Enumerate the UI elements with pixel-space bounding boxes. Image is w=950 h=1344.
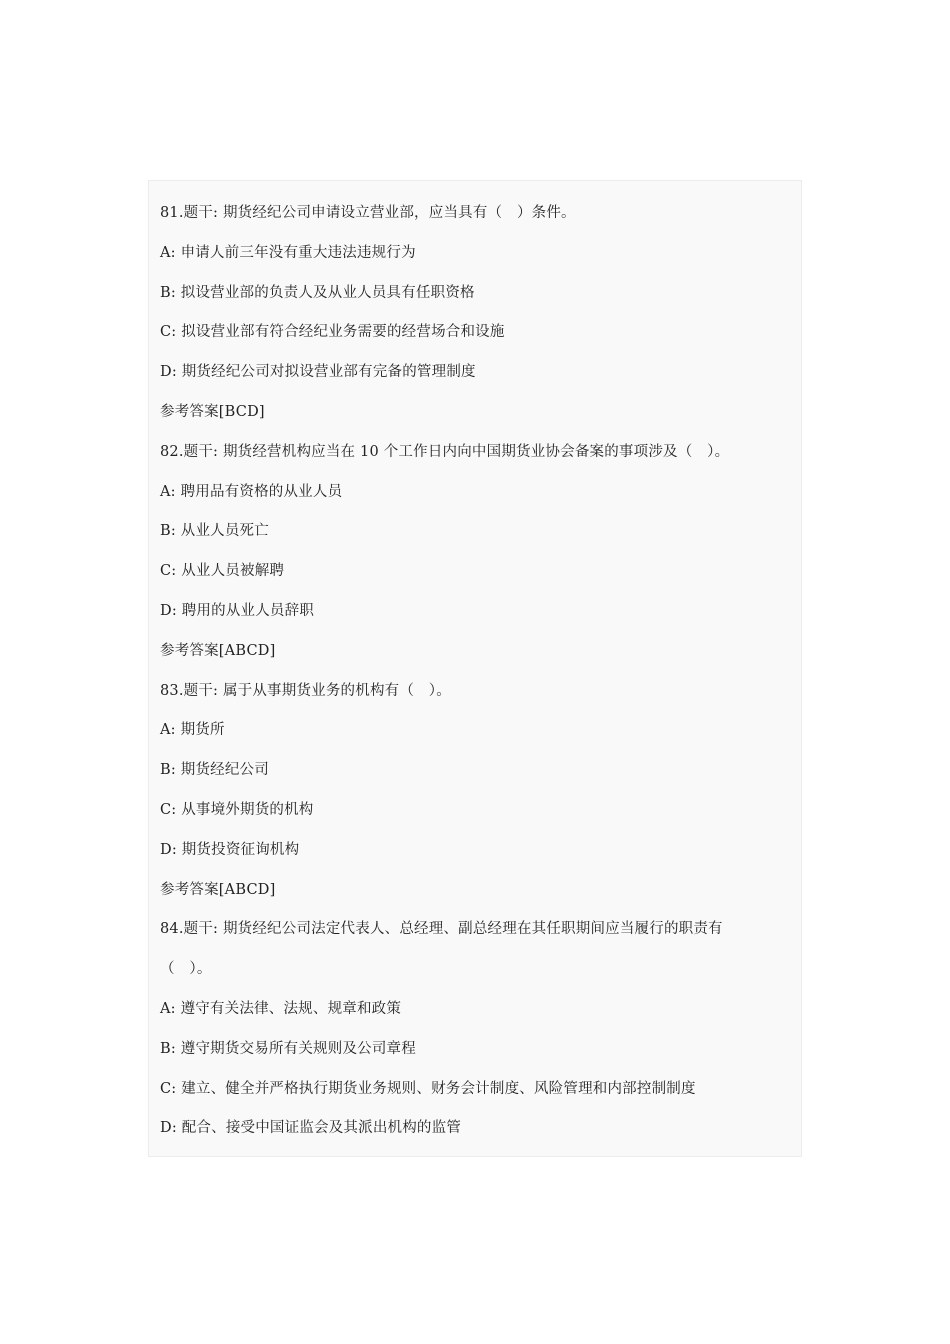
- q84-option-a: A: 遵守有关法律、法规、规章和政策: [160, 1000, 402, 1017]
- q83-answer: 参考答案[ABCD]: [160, 881, 276, 898]
- q81-option-a: A: 申请人前三年没有重大违法违规行为: [160, 244, 416, 261]
- q83-option-c: C: 从事境外期货的机构: [160, 801, 314, 818]
- q84-option-b: B: 遵守期货交易所有关规则及公司章程: [160, 1040, 416, 1057]
- q82-option-c: C: 从业人员被解聘: [160, 563, 285, 580]
- q81-answer: 参考答案[BCD]: [160, 403, 265, 420]
- q84-option-c: C: 建立、健全并严格执行期货业务规则、财务会计制度、风险管理和内部控制制度: [160, 1080, 696, 1097]
- q82-stem: 82.题干: 期货经营机构应当在 10 个工作日内向中国期货业协会备案的事项涉及（ ）。: [160, 443, 730, 460]
- q84-stem: 84.题干: 期货经纪公司法定代表人、总经理、副总经理在其任职期间应当履行的职责有: [160, 921, 723, 938]
- q83-option-a: A: 期货所: [160, 722, 225, 739]
- q82-answer: 参考答案[ABCD]: [160, 642, 276, 659]
- q82-option-a: A: 聘用品有资格的从业人员: [160, 483, 343, 500]
- q84-stem-continued: （ ）。: [160, 961, 212, 978]
- q81-option-d: D: 期货经纪公司对拟设营业部有完备的管理制度: [160, 364, 476, 381]
- q82-option-d: D: 聘用的从业人员辞职: [160, 602, 315, 619]
- q83-option-d: D: 期货投资征询机构: [160, 841, 300, 858]
- q84-option-d: D: 配合、接受中国证监会及其派出机构的监管: [160, 1120, 462, 1137]
- q81-option-c: C: 拟设营业部有符合经纪业务需要的经营场合和设施: [160, 324, 505, 341]
- q81-option-b: B: 拟设营业部的负责人及从业人员具有任职资格: [160, 284, 475, 301]
- q82-option-b: B: 从业人员死亡: [160, 523, 269, 540]
- q81-stem: 81.题干: 期货经纪公司申请设立营业部，应当具有（ ）条件。: [160, 205, 576, 221]
- question-list: [160, 201, 791, 1156]
- q83-stem: 83.题干: 属于从事期货业务的机构有（ ）。: [160, 682, 451, 699]
- q83-option-b: B: 期货经纪公司: [160, 762, 269, 779]
- question-panel: [148, 180, 802, 1157]
